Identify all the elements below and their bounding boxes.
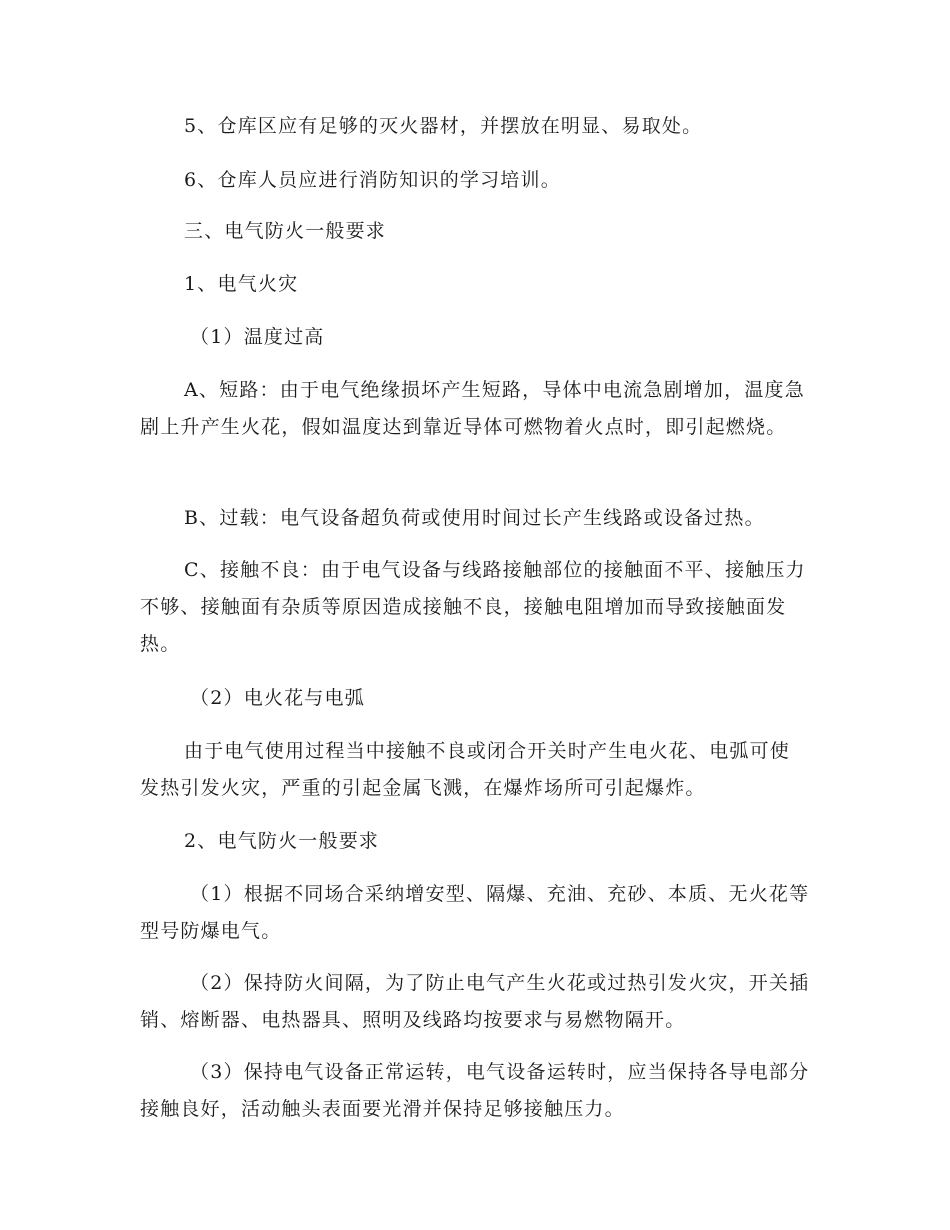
subheading-spark-arc: （2）电火花与电弧 — [190, 687, 365, 709]
paragraph-short-circuit: A、短路：由于电气绝缘损坏产生短路，导体中电流急剧增加，温度急剧上升产生火花，假如温度达到靠近导体可燃物着火点时，即引起燃烧。 — [140, 379, 805, 438]
requirement-item-2: （2）保持防火间隔，为了防止电气产生火花或过热引发火灾，开关插销、熔断器、电热器具、照明及线路均按要求与易燃物隔开。 — [140, 972, 810, 1031]
requirement-item-3: （3）保持电气设备正常运转，电气设备运转时，应当保持各导电部分接触良好，活动触头表面要光滑并保持足够接触压力。 — [140, 1061, 810, 1120]
requirement-item-1: （1）根据不同场合采纳增安型、隔爆、充油、充砂、本质、无火花等型号防爆电气。 — [140, 883, 810, 942]
paragraph-spark-arc: 由于电气使用过程当中接触不良或闭合开关时产生电火花、电弧可使发热引发火灾，严重的引起金属飞溅，在爆炸场所可引起爆炸。 — [140, 740, 791, 799]
paragraph-item-6: 6、仓库人员应进行消防知识的学习培训。 — [184, 169, 561, 191]
paragraph-overload: B、过载：电气设备超负荷或使用时间过长产生线路或设备过热。 — [184, 507, 765, 529]
subsection-heading-2: 2、电气防火一般要求 — [184, 830, 380, 852]
paragraph-item-5: 5、仓库区应有足够的灭火器材，并摆放在明显、易取处。 — [184, 115, 703, 137]
subheading-temperature: （1）温度过高 — [190, 326, 325, 348]
subsection-heading-1: 1、电气火灾 — [184, 273, 299, 295]
paragraph-poor-contact: C、接触不良：由于电气设备与线路接触部位的接触面不平、接触压力不够、接触面有杂质等原因造成接触不良，接触电阻增加而导致接触面发热。 — [140, 559, 806, 655]
section-heading-3: 三、电气防火一般要求 — [184, 220, 387, 242]
